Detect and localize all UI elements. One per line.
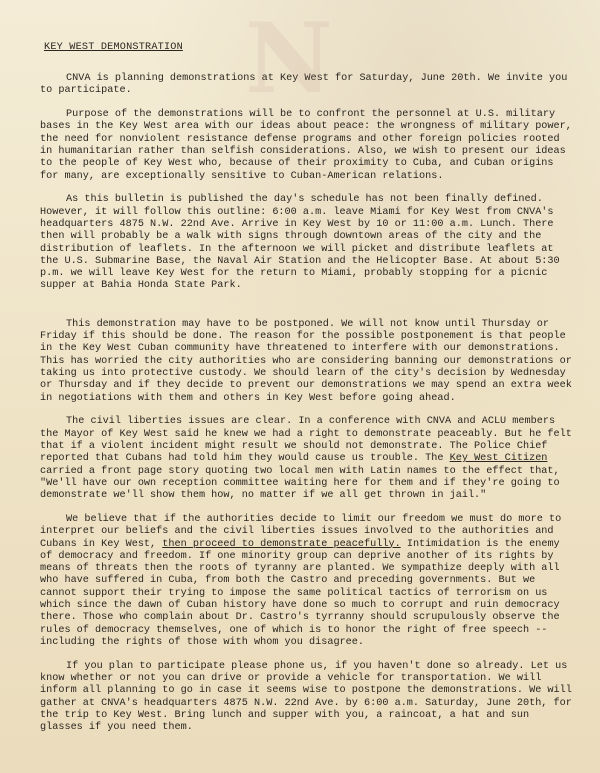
paragraph-purpose: Purpose of the demonstrations will be to confront the personnel at U.S. military bases in the Key West area with our ideas about peace: the wrongness of military power, the need for nonviolent resistance defense programs and other foreign policies rooted in humanitarian rather than selfish considerations. Also, we wish to present our ideas to the people of Key West who, because of their proximity to Cuba, and Cuban origins for many, are exceptionally sensitive to Cuban-American relations. — [40, 109, 572, 182]
document-title: KEY WEST DEMONSTRATION — [44, 42, 183, 53]
paragraph-invitation: CNVA is planning demonstrations at Key West for Saturday, June 20th. We invite you to participate. — [40, 73, 568, 97]
faded-seal-mark: N — [245, 2, 333, 115]
text-run: carried a front page story quoting two local men with Latin names to the effect that, "We'll have our own reception committee waiting here for them and if they're going to demonstrate we'll show them how, no matter if we all get thrown in jail." — [40, 465, 560, 502]
paragraph-participation: If you plan to participate please phone us, if you haven't done so already. Let us know whether or not you can drive or provide a vehicle for transportation. We will inform all planning to go in case it seems wise to postpone the demonstrations. We will gather at CNVA's headquarters 4875 N.W. 22nd Ave. by 6:00 a.m. Saturday, June 20th, for the trip to Key West. Bring lunch and supper with you, a raincoat, a hat and sun glasses if you need them. — [40, 660, 572, 734]
text-run: The civil liberties issues are clear. In a conference with CNVA and ACLU members the Mayor of Key West said he knew we had a right to demonstrate peaceably. But he felt that if a violent incident might result we should not demonstrate. The Police Chief reported that Cubans had told him they would cause us trouble. The — [40, 416, 572, 465]
newspaper-name: Key West Citizen — [449, 453, 548, 465]
paragraph-civil-liberties — [40, 416, 574, 502]
text-run: Intimidation is the enemy of democracy and freedom. If one minority group can deprive another of its rights by means of threats then the roots of tyranny are planted. We sympathize deeply with all who have suffered in Cuba, from both the Castro and preceding governments. But we cannot support their trying to impose the same political tactics of terrorism on us which since the dawn of Cuban history have done so much to corrupt and ruin democracy there. Those who complain about Dr. Castro's tyrranny should scrupulously observe the rules of democracy themselves, one of which is to honor the right of free speech -- including the rights of those with whom you disagree. — [40, 538, 560, 648]
paragraph-schedule: As this bulletin is published the day's schedule has not been finally defined. However, it will follow this outline: 6:00 a.m. leave Miami for Key West from CNVA's headquarters 4875 N.W. 22nd Ave. Arrive in Key West by 10 or 11:00 a.m. Lunch. There then will probably be a walk with signs through downtown areas of the city and the distribution of leaflets. In the afternoon we will picket and distribute leaflets at the U.S. Submarine Base, the Naval Air Station and the Helicopter Base. At about 5:30 p.m. we will leave Key West for the return to Miami, probably stopping for a picnic supper at Bahia Honda State Park. — [40, 194, 560, 292]
paragraph-beliefs — [40, 514, 574, 649]
emphasized-phrase: then proceed to demonstrate peacefully. — [162, 538, 401, 550]
text-run: We believe that if the authorities decide to limit our freedom we must do more to interpret our beliefs and the civil liberties issues involved to the authorities and Cubans in Key West, — [40, 513, 562, 550]
paragraph-postponement: This demonstration may have to be postponed. We will not know until Thursday or Friday if this should be done. The reason for the possible postponement is that people in the Key West Cuban community have threatened to interfere with our demonstrations. This has worried the city authorities who are considering banning our demonstrations or taking us into protective custody. We should learn of the city's decision by Wednesday or Thursday and if they decide to prevent our demonstrations we may spend an extra week in negotiations with them and others in Key West before going ahead. — [40, 318, 572, 404]
